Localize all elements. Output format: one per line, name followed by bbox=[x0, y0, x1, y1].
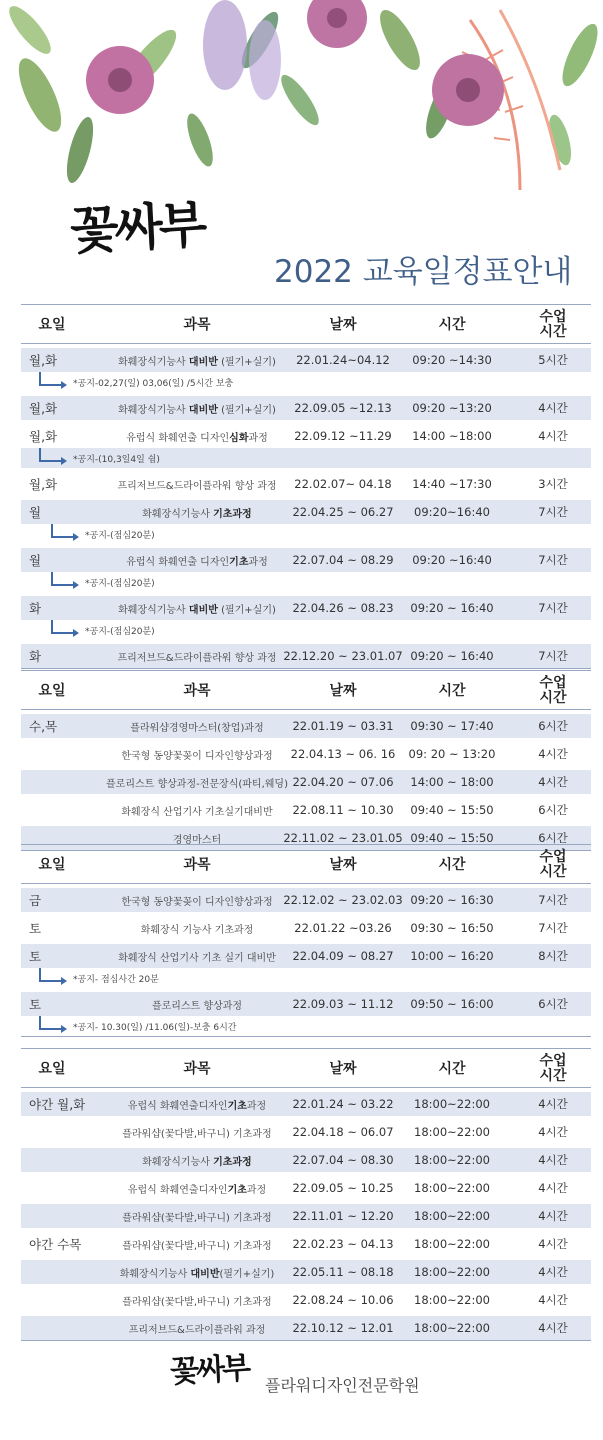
header-hours: 수업 시간 bbox=[539, 675, 567, 706]
cell-date: 22.11.01 ~ 12.20 bbox=[292, 1209, 394, 1223]
course-emphasis: 대비반 bbox=[190, 1268, 220, 1280]
cell-day: 월,화 bbox=[29, 353, 58, 368]
table-row bbox=[21, 644, 591, 668]
cell-hours: 7시간 bbox=[538, 553, 568, 567]
arrow-right-icon bbox=[39, 448, 61, 462]
cell-day: 수,목 bbox=[29, 719, 58, 734]
cell-course bbox=[83, 548, 311, 572]
table-header bbox=[21, 670, 591, 710]
schedule-section bbox=[21, 670, 591, 851]
cell-hours: 7시간 bbox=[538, 601, 568, 615]
cell-hours: 4시간 bbox=[538, 775, 568, 789]
cell-time: 09:20 ~14:30 bbox=[412, 353, 492, 367]
cell-date: 22.04.25 ~ 06.27 bbox=[292, 505, 394, 519]
cell-time: 09:20 ~ 16:30 bbox=[410, 893, 494, 907]
cell-time: 09:40 ~ 15:50 bbox=[410, 831, 494, 845]
cell-date: 22.09.12 ~11.29 bbox=[294, 429, 392, 443]
course-name: 프리저브드&드라이플라워 과정 bbox=[128, 1324, 266, 1336]
cell-day: 토 bbox=[29, 949, 42, 964]
course-emphasis: 기초과정 bbox=[213, 508, 252, 520]
cell-date: 22.12.20 ~ 23.01.07 bbox=[283, 649, 403, 663]
course-suffix: (필기+실기) bbox=[219, 1268, 275, 1280]
table-row bbox=[21, 916, 591, 940]
schedule-note bbox=[21, 572, 591, 592]
table-row bbox=[21, 888, 591, 912]
cell-time: 09:20 ~ 16:40 bbox=[410, 649, 494, 663]
course-suffix: (필기+실기) bbox=[217, 356, 276, 368]
cell-hours: 4시간 bbox=[538, 1125, 568, 1139]
cell-course bbox=[83, 1092, 311, 1116]
cell-date: 22.02.07~ 04.18 bbox=[294, 477, 392, 491]
cell-course bbox=[83, 1260, 311, 1284]
note-text: *공지- 10.30(일) /11.06(일)-보충 6시간 bbox=[73, 1023, 237, 1033]
table-row bbox=[21, 1092, 591, 1116]
course-name: 플라워샵(꽃다발,바구니) 기초과정 bbox=[122, 1128, 272, 1140]
header-course: 과목 bbox=[183, 856, 211, 873]
header-time: 시간 bbox=[438, 316, 466, 333]
table-row bbox=[21, 548, 591, 572]
cell-time: 09:20~16:40 bbox=[414, 505, 490, 519]
cell-course bbox=[83, 888, 311, 912]
cell-date: 22.04.18 ~ 06.07 bbox=[292, 1125, 394, 1139]
cell-time: 18:00~22:00 bbox=[414, 1293, 490, 1307]
cell-date: 22.07.04 ~ 08.30 bbox=[292, 1153, 394, 1167]
cell-hours: 6시간 bbox=[538, 997, 568, 1011]
cell-course bbox=[83, 798, 311, 822]
schedule-note bbox=[21, 448, 591, 468]
course-name: 플라워샵경영마스터(창업)과정 bbox=[130, 722, 264, 734]
cell-course bbox=[83, 1120, 311, 1144]
footer-academy-name: 플라워디자인전문학원 bbox=[265, 1376, 420, 1395]
cell-time: 10:00 ~ 16:20 bbox=[410, 949, 494, 963]
header-date: 날짜 bbox=[329, 1060, 357, 1077]
cell-day: 월,화 bbox=[29, 401, 58, 416]
cell-course bbox=[83, 992, 311, 1016]
cell-date: 22.10.12 ~ 12.01 bbox=[292, 1321, 394, 1335]
note-text: *공지-02,27(일) 03,06(일) /5시간 보충 bbox=[73, 379, 234, 389]
header-course: 과목 bbox=[183, 1060, 211, 1077]
table-row bbox=[21, 798, 591, 822]
cell-hours: 4시간 bbox=[538, 1097, 568, 1111]
cell-course bbox=[83, 1204, 311, 1228]
cell-hours: 4시간 bbox=[538, 1181, 568, 1195]
cell-time: 18:00~22:00 bbox=[414, 1237, 490, 1251]
cell-course bbox=[83, 742, 311, 766]
header-hours: 수업 시간 bbox=[539, 849, 567, 880]
course-name: 화훼장식기능사 bbox=[119, 1268, 191, 1280]
cell-day: 월,화 bbox=[29, 429, 58, 444]
schedule-note bbox=[21, 620, 591, 640]
header-time: 시간 bbox=[438, 1060, 466, 1077]
note-text: *공지-(점심20분) bbox=[85, 627, 155, 637]
cell-date: 22.04.20 ~ 07.06 bbox=[292, 775, 394, 789]
cell-day: 야간 수목 bbox=[29, 1237, 82, 1252]
course-name: 유럽식 화훼연출 디자인 bbox=[126, 556, 230, 568]
cell-hours: 4시간 bbox=[538, 1209, 568, 1223]
cell-hours: 4시간 bbox=[538, 1237, 568, 1251]
course-name: 플라워샵(꽃다발,바구니) 기초과정 bbox=[122, 1240, 272, 1252]
course-name: 화훼장식기능사 bbox=[118, 604, 189, 616]
cell-date: 22.04.13 ~ 06. 16 bbox=[290, 747, 396, 761]
arrow-right-icon bbox=[39, 968, 61, 982]
schedule-note bbox=[21, 968, 591, 988]
floral-illustration bbox=[0, 0, 603, 200]
course-name: 화훼장식 기능사 기초과정 bbox=[140, 924, 254, 936]
header-day: 요일 bbox=[38, 1060, 66, 1077]
cell-time: 18:00~22:00 bbox=[414, 1181, 490, 1195]
cell-hours: 4시간 bbox=[538, 1293, 568, 1307]
arrow-right-icon bbox=[51, 572, 73, 586]
cell-hours: 7시간 bbox=[538, 893, 568, 907]
course-name: 유럽식 화훼연출디자인 bbox=[127, 1100, 228, 1112]
cell-hours: 4시간 bbox=[538, 1153, 568, 1167]
cell-course bbox=[83, 596, 311, 620]
table-row bbox=[21, 1176, 591, 1200]
cell-date: 22.01.22 ~03.26 bbox=[294, 921, 392, 935]
header-course: 과목 bbox=[183, 316, 211, 333]
header-day: 요일 bbox=[38, 856, 66, 873]
course-name: 화훼장식기능사 bbox=[142, 1156, 214, 1168]
cell-day: 금 bbox=[29, 893, 42, 908]
course-name: 화훼장식기능사 bbox=[118, 404, 189, 416]
cell-hours: 4시간 bbox=[538, 401, 568, 415]
course-emphasis: 기초과정 bbox=[213, 1156, 252, 1168]
cell-course bbox=[83, 916, 311, 940]
cell-time: 18:00~22:00 bbox=[414, 1209, 490, 1223]
cell-time: 09:30 ~ 17:40 bbox=[410, 719, 494, 733]
course-name: 화훼장식기능사 bbox=[142, 508, 214, 520]
course-suffix: 과정 bbox=[246, 1100, 267, 1112]
cell-course bbox=[83, 1316, 311, 1340]
schedule-note bbox=[21, 1016, 591, 1036]
cell-hours: 6시간 bbox=[538, 831, 568, 845]
cell-time: 09:20 ~16:40 bbox=[412, 553, 492, 567]
table-row bbox=[21, 348, 591, 372]
cell-time: 18:00~22:00 bbox=[414, 1321, 490, 1335]
course-name: 플로리스트 향상과정 bbox=[151, 1000, 243, 1012]
footer-logo: 꽃싸부 bbox=[169, 1350, 249, 1391]
cell-date: 22.11.02 ~ 23.01.05 bbox=[283, 831, 403, 845]
header-time: 시간 bbox=[438, 682, 466, 699]
course-suffix: 과정 bbox=[246, 1184, 267, 1196]
cell-course bbox=[83, 770, 311, 794]
cell-course bbox=[83, 348, 311, 372]
table-header bbox=[21, 844, 591, 884]
cell-date: 22.09.03 ~ 11.12 bbox=[292, 997, 394, 1011]
header-time: 시간 bbox=[438, 856, 466, 873]
cell-time: 14:00 ~18:00 bbox=[412, 429, 492, 443]
cell-course bbox=[83, 500, 311, 524]
cell-course bbox=[83, 1232, 311, 1256]
cell-time: 09:20 ~ 16:40 bbox=[410, 601, 494, 615]
course-emphasis: 대비반 bbox=[188, 356, 218, 368]
cell-time: 18:00~22:00 bbox=[414, 1153, 490, 1167]
cell-time: 18:00~22:00 bbox=[414, 1097, 490, 1111]
note-text: *공지-(점심20분) bbox=[85, 531, 155, 541]
table-row bbox=[21, 424, 591, 448]
course-name: 화훼장식기능사 bbox=[118, 356, 189, 368]
cell-time: 09: 20 ~ 13:20 bbox=[408, 747, 496, 761]
cell-day: 월,화 bbox=[29, 477, 58, 492]
page-title: 2022 교육일정표안내 bbox=[274, 254, 573, 290]
header-day: 요일 bbox=[38, 316, 66, 333]
cell-date: 22.01.19 ~ 03.31 bbox=[292, 719, 394, 733]
table-row bbox=[21, 714, 591, 738]
brand-logo: 꽃싸부 bbox=[68, 194, 205, 261]
cell-hours: 4시간 bbox=[538, 1265, 568, 1279]
cell-time: 14:00 ~ 18:00 bbox=[410, 775, 494, 789]
cell-date: 22.01.24~04.12 bbox=[296, 353, 390, 367]
schedule-section bbox=[21, 1048, 591, 1341]
table-row bbox=[21, 770, 591, 794]
cell-date: 22.02.23 ~ 04.13 bbox=[292, 1237, 394, 1251]
cell-time: 09:20 ~13:20 bbox=[412, 401, 492, 415]
cell-time: 09:40 ~ 15:50 bbox=[410, 803, 494, 817]
cell-time: 14:40 ~17:30 bbox=[412, 477, 492, 491]
cell-time: 09:30 ~ 16:50 bbox=[410, 921, 494, 935]
cell-date: 22.04.09 ~ 08.27 bbox=[292, 949, 394, 963]
table-row bbox=[21, 1288, 591, 1312]
cell-date: 22.01.24 ~ 03.22 bbox=[292, 1097, 394, 1111]
arrow-right-icon bbox=[39, 372, 61, 386]
header-hours: 수업 시간 bbox=[539, 309, 567, 340]
cell-day: 월 bbox=[29, 553, 42, 568]
header-date: 날짜 bbox=[329, 316, 357, 333]
cell-time: 18:00~22:00 bbox=[414, 1265, 490, 1279]
table-row bbox=[21, 1260, 591, 1284]
course-emphasis: 대비반 bbox=[188, 604, 218, 616]
table-row bbox=[21, 742, 591, 766]
arrow-right-icon bbox=[51, 620, 73, 634]
cell-date: 22.07.04 ~ 08.29 bbox=[292, 553, 394, 567]
course-emphasis: 기초 bbox=[227, 1184, 247, 1196]
cell-hours: 6시간 bbox=[538, 719, 568, 733]
course-emphasis: 대비반 bbox=[188, 404, 218, 416]
table-header bbox=[21, 1048, 591, 1088]
course-emphasis: 기초 bbox=[229, 556, 249, 568]
cell-hours: 8시간 bbox=[538, 949, 568, 963]
cell-course bbox=[83, 714, 311, 738]
header-date: 날짜 bbox=[329, 856, 357, 873]
cell-date: 22.09.05 ~12.13 bbox=[294, 401, 392, 415]
cell-course bbox=[83, 944, 311, 968]
schedule-section bbox=[21, 844, 591, 1037]
table-row bbox=[21, 472, 591, 496]
course-name: 플로리스트 향상과정-전문장식(파티,웨딩) bbox=[106, 778, 288, 790]
cell-hours: 7시간 bbox=[538, 649, 568, 663]
header-course: 과목 bbox=[183, 682, 211, 699]
course-emphasis: 심화 bbox=[229, 432, 249, 444]
cell-course bbox=[83, 424, 311, 448]
cell-day: 월 bbox=[29, 505, 42, 520]
note-text: *공지-(10,3일4일 쉼) bbox=[73, 455, 160, 465]
cell-course bbox=[83, 1288, 311, 1312]
note-text: *공지-(점심20분) bbox=[85, 579, 155, 589]
cell-course bbox=[83, 396, 311, 420]
table-row bbox=[21, 500, 591, 524]
course-suffix: 과정 bbox=[248, 556, 268, 568]
header-day: 요일 bbox=[38, 682, 66, 699]
schedule-section bbox=[21, 304, 591, 669]
table-row bbox=[21, 396, 591, 420]
arrow-right-icon bbox=[39, 1016, 61, 1030]
schedule-note bbox=[21, 524, 591, 544]
cell-course bbox=[83, 1176, 311, 1200]
schedule-note bbox=[21, 372, 591, 392]
course-name: 프리저브드&드라이플라워 향상 과정 bbox=[117, 480, 277, 492]
cell-hours: 7시간 bbox=[538, 921, 568, 935]
course-name: 유럽식 화훼연출 디자인 bbox=[126, 432, 230, 444]
cell-course bbox=[83, 472, 311, 496]
cell-day: 토 bbox=[29, 997, 42, 1012]
cell-hours: 7시간 bbox=[538, 505, 568, 519]
table-row bbox=[21, 1316, 591, 1340]
course-suffix: 과정 bbox=[248, 432, 268, 444]
course-suffix: (필기+실기) bbox=[217, 404, 276, 416]
course-name: 유럽식 화훼연출디자인 bbox=[127, 1184, 228, 1196]
course-name: 프리저브드&드라이플라워 향상 과정 bbox=[117, 652, 277, 664]
cell-date: 22.08.24 ~ 10.06 bbox=[292, 1293, 394, 1307]
cell-date: 22.12.02 ~ 23.02.03 bbox=[283, 893, 403, 907]
cell-date: 22.08.11 ~ 10.30 bbox=[292, 803, 394, 817]
table-row bbox=[21, 1204, 591, 1228]
cell-course bbox=[83, 644, 311, 668]
cell-day: 화 bbox=[29, 649, 42, 664]
cell-hours: 4시간 bbox=[538, 747, 568, 761]
table-row bbox=[21, 1120, 591, 1144]
cell-hours: 4시간 bbox=[538, 429, 568, 443]
table-row bbox=[21, 944, 591, 968]
course-name: 플라워샵(꽃다발,바구니) 기초과정 bbox=[122, 1212, 272, 1224]
cell-day: 야간 월,화 bbox=[29, 1097, 86, 1112]
cell-hours: 4시간 bbox=[538, 1321, 568, 1335]
cell-hours: 5시간 bbox=[538, 353, 568, 367]
course-name: 한국형 동양꽃꽂이 디자인향상과정 bbox=[121, 896, 273, 908]
table-row bbox=[21, 596, 591, 620]
cell-course bbox=[83, 1148, 311, 1172]
cell-hours: 3시간 bbox=[538, 477, 568, 491]
cell-date: 22.04.26 ~ 08.23 bbox=[292, 601, 394, 615]
course-name: 화훼장식 산업기사 기초 실기 대비반 bbox=[118, 952, 276, 964]
course-name: 플라워샵(꽃다발,바구니) 기초과정 bbox=[122, 1296, 272, 1308]
course-name: 경영마스터 bbox=[172, 834, 222, 846]
cell-time: 09:50 ~ 16:00 bbox=[410, 997, 494, 1011]
cell-day: 토 bbox=[29, 921, 42, 936]
table-row bbox=[21, 1232, 591, 1256]
course-name: 화훼장식 산업기사 기초실기대비반 bbox=[121, 806, 273, 818]
course-suffix: (필기+실기) bbox=[217, 604, 276, 616]
table-row bbox=[21, 1148, 591, 1172]
table-row bbox=[21, 992, 591, 1016]
cell-date: 22.09.05 ~ 10.25 bbox=[292, 1181, 394, 1195]
header-hours: 수업 시간 bbox=[539, 1053, 567, 1084]
cell-hours: 6시간 bbox=[538, 803, 568, 817]
course-name: 한국형 동양꽃꽂이 디자인향상과정 bbox=[121, 750, 273, 762]
course-emphasis: 기초 bbox=[227, 1100, 247, 1112]
header-date: 날짜 bbox=[329, 682, 357, 699]
cell-time: 18:00~22:00 bbox=[414, 1125, 490, 1139]
cell-date: 22.05.11 ~ 08.18 bbox=[292, 1265, 394, 1279]
cell-day: 화 bbox=[29, 601, 42, 616]
arrow-right-icon bbox=[51, 524, 73, 538]
note-text: *공지- 점심사간 20분 bbox=[73, 975, 159, 985]
table-header bbox=[21, 304, 591, 344]
